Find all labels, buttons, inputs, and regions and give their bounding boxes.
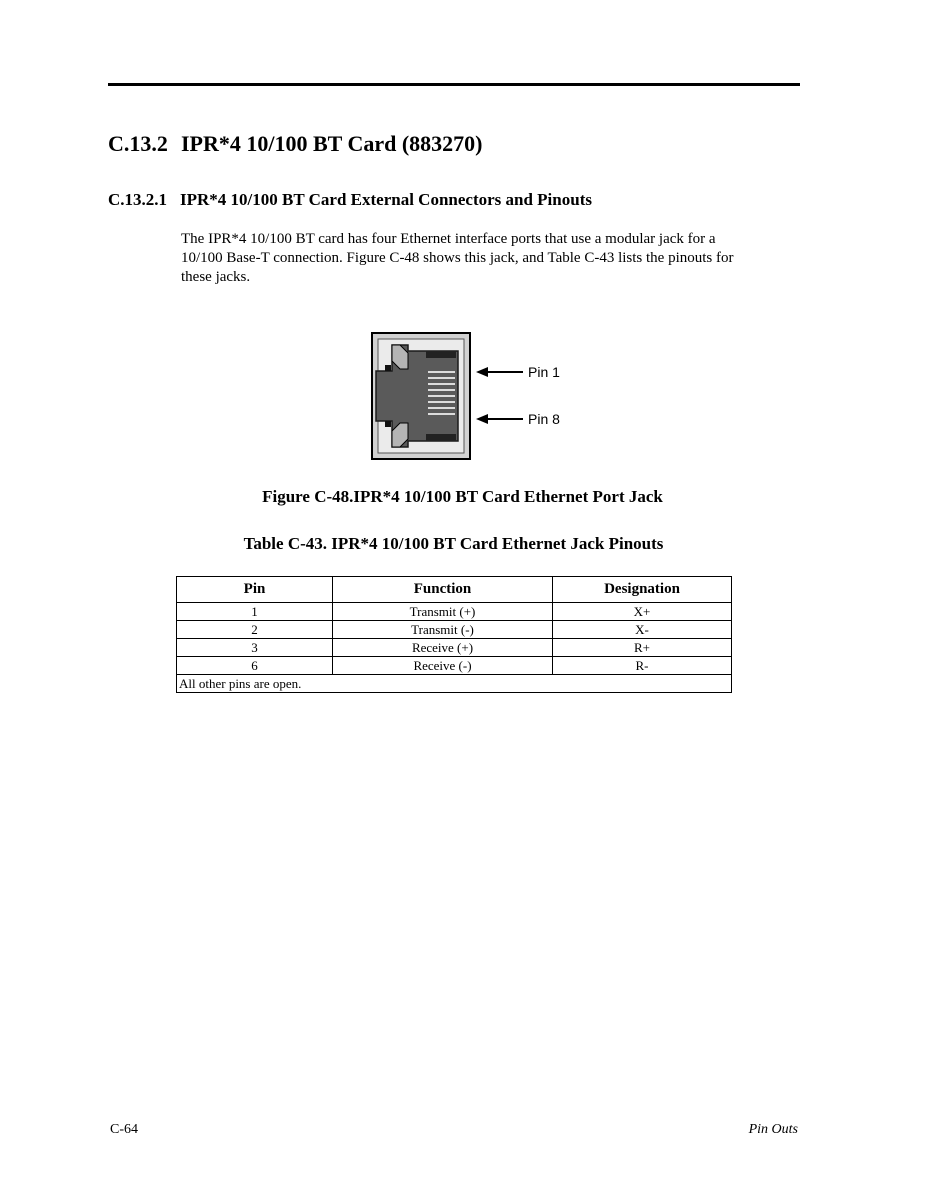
cell-designation: R- [553,657,732,675]
cell-function: Receive (-) [333,657,553,675]
pin8-label: Pin 8 [528,411,560,427]
table-row [177,657,732,675]
table-header-row [177,577,732,603]
chapter-name: Pin Outs [748,1122,798,1137]
cell-designation: X- [553,621,732,639]
table-row [177,621,732,639]
header-function: Function [333,577,553,603]
cell-pin: 2 [177,621,333,639]
jack-top-notch [426,351,456,358]
intro-paragraph [181,230,801,287]
table-note: All other pins are open. [177,675,732,693]
jack-bottom-notch [426,434,456,441]
section-number: C.13.2 [108,131,168,156]
cell-designation: R+ [553,639,732,657]
subsection-heading [108,190,592,210]
paragraph-line: The IPR*4 10/100 BT card has four Ethernet interface ports that use a modular jack for a [181,231,716,247]
figure-caption: Figure C-48.IPR*4 10/100 BT Card Ethernet Port Jack [262,487,663,506]
header-pin: Pin [177,577,333,603]
ethernet-jack-figure [370,331,570,461]
cell-designation: X+ [553,603,732,621]
cell-pin: 6 [177,657,333,675]
section-title: IPR*4 10/100 BT Card (883270) [181,131,483,156]
page-number: C-64 [110,1122,138,1137]
header-designation: Designation [553,577,732,603]
jack-notch-left-bottom [385,421,391,427]
table-caption: Table C-43. IPR*4 10/100 BT Card Ethernet Jack Pinouts [243,534,664,553]
table-row [177,603,732,621]
section-heading [108,131,483,157]
subsection-title: IPR*4 10/100 BT Card External Connectors and Pinouts [180,190,592,209]
paragraph-line: these jacks. [181,269,251,285]
pin1-label: Pin 1 [528,364,560,380]
pinout-table [176,576,732,693]
pin1-arrow-head [476,367,488,377]
pin8-arrow-head [476,414,488,424]
cell-pin: 1 [177,603,333,621]
paragraph-line: 10/100 Base-T connection. Figure C-48 shows this jack, and Table C-43 lists the pinouts for [181,250,734,266]
subsection-number: C.13.2.1 [108,190,168,209]
jack-notch-left-top [385,365,391,371]
cell-pin: 3 [177,639,333,657]
table-row [177,639,732,657]
table-note-row [177,675,732,693]
cell-function: Transmit (-) [333,621,553,639]
cell-function: Transmit (+) [333,603,553,621]
header-rule [108,83,800,86]
cell-function: Receive (+) [333,639,553,657]
